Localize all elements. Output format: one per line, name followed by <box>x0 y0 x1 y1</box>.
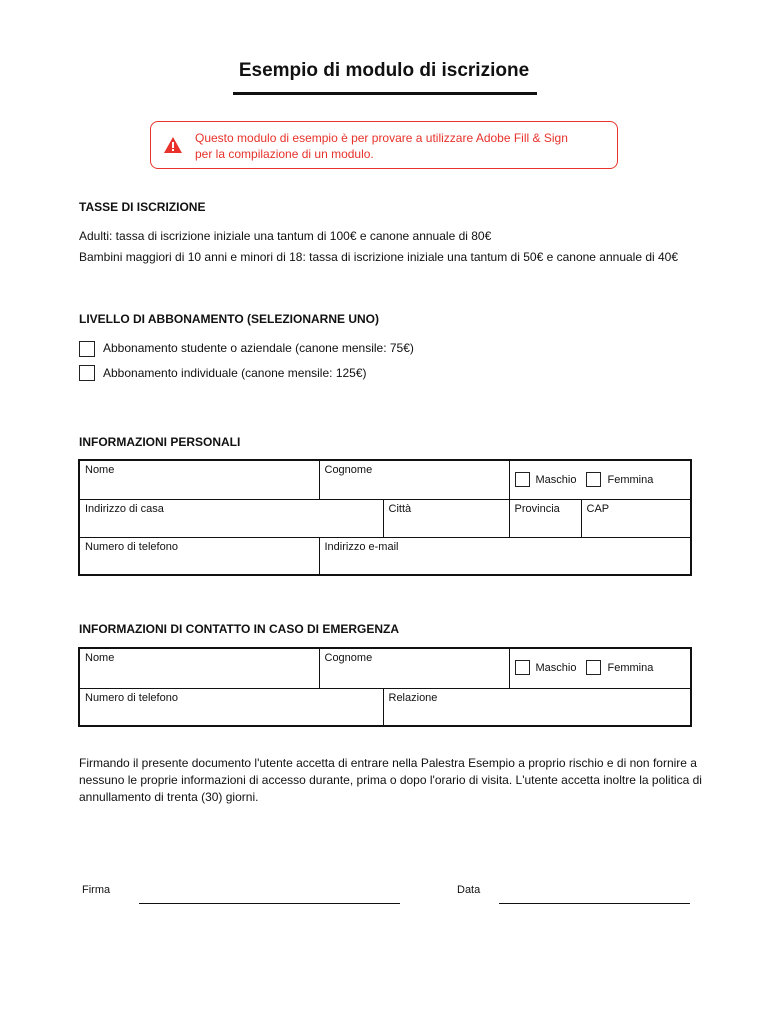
emergency-telefono-label: Numero di telefono <box>85 691 178 704</box>
firma-label: Firma <box>82 884 111 896</box>
emergency-nome-label: Nome <box>85 652 115 664</box>
personal-citta-cell[interactable] <box>383 499 509 537</box>
data-label: Data <box>457 884 481 896</box>
personal-citta-label: Città <box>388 502 412 515</box>
notice-text <box>195 130 610 162</box>
emergency-info-table <box>78 647 692 727</box>
personal-nome-label: Nome <box>85 464 115 476</box>
emergency-gender-cell <box>509 648 691 688</box>
personal-cap-cell[interactable] <box>581 499 691 537</box>
personal-email-cell[interactable] <box>319 537 691 575</box>
membership-individual-checkbox[interactable] <box>79 365 95 381</box>
personal-provincia-label: Provincia <box>514 502 560 515</box>
membership-student-checkbox[interactable] <box>79 341 95 357</box>
emergency-telefono-cell[interactable] <box>79 688 383 726</box>
personal-cognome-label: Cognome <box>324 464 373 476</box>
personal-nome-cell[interactable] <box>79 460 319 499</box>
notice-line-2: per la compilazione di un modulo. <box>195 147 374 161</box>
emergency-maschio-label: Maschio <box>535 661 577 674</box>
emergency-cognome-cell[interactable] <box>319 648 509 688</box>
emergency-heading: INFORMAZIONI DI CONTATTO IN CASO DI EMERGENZA <box>79 622 399 636</box>
personal-telefono-cell[interactable] <box>79 537 319 575</box>
membership-heading: LIVELLO DI ABBONAMENTO (SELEZIONARNE UNO) <box>79 312 379 326</box>
personal-femmina-label: Femmina <box>607 473 654 486</box>
personal-indirizzo-label: Indirizzo di casa <box>85 502 164 515</box>
personal-maschio-label: Maschio <box>535 473 577 486</box>
personal-email-label: Indirizzo e-mail <box>324 540 399 553</box>
personal-maschio-checkbox[interactable] <box>515 472 530 487</box>
emergency-femmina-label: Femmina <box>607 661 654 674</box>
firma-line[interactable] <box>139 903 400 904</box>
emergency-cognome-label: Cognome <box>324 652 373 664</box>
personal-heading: INFORMAZIONI PERSONALI <box>79 435 241 449</box>
personal-femmina-checkbox[interactable] <box>586 472 601 487</box>
personal-cap-label: CAP <box>586 502 610 515</box>
emergency-femmina-checkbox[interactable] <box>586 660 601 675</box>
fees-children: Bambini maggiori di 10 anni e minori di 18: tassa di iscrizione iniziale una tantum di 50€ e canone annuale di 40€ <box>79 250 679 264</box>
personal-telefono-label: Numero di telefono <box>85 540 178 553</box>
emergency-maschio-checkbox[interactable] <box>515 660 530 675</box>
personal-cognome-cell[interactable] <box>319 460 509 499</box>
data-line[interactable] <box>499 903 690 904</box>
emergency-nome-cell[interactable] <box>79 648 319 688</box>
title-underline <box>233 92 537 95</box>
notice-line-1: Questo modulo di esempio è per provare a utilizzare Adobe Fill & Sign <box>195 131 568 145</box>
emergency-relazione-label: Relazione <box>388 691 438 704</box>
emergency-relazione-cell[interactable] <box>383 688 691 726</box>
fees-adults: Adulti: tassa di iscrizione iniziale una tantum di 100€ e canone annuale di 80€ <box>79 229 492 243</box>
personal-provincia-cell[interactable] <box>509 499 581 537</box>
personal-info-table <box>78 459 692 576</box>
membership-student-label: Abbonamento studente o aziendale (canone mensile: 75€) <box>103 341 414 355</box>
page-title: Esempio di modulo di iscrizione <box>238 60 530 81</box>
fees-heading: TASSE DI ISCRIZIONE <box>79 200 206 214</box>
membership-individual-label: Abbonamento individuale (canone mensile: 125€) <box>103 366 367 380</box>
personal-indirizzo-cell[interactable] <box>79 499 383 537</box>
warning-icon <box>164 137 182 153</box>
personal-gender-cell <box>509 460 691 499</box>
agreement-paragraph: Firmando il presente documento l'utente accetta di entrare nella Palestra Esempio a proprio rischio e di non fornire a nessuno le proprie informazioni di accesso durante, prima o dopo l'orario di visita. L'utente accetta inoltre la politica di annullamento di trenta (30) giorni. <box>79 756 702 804</box>
